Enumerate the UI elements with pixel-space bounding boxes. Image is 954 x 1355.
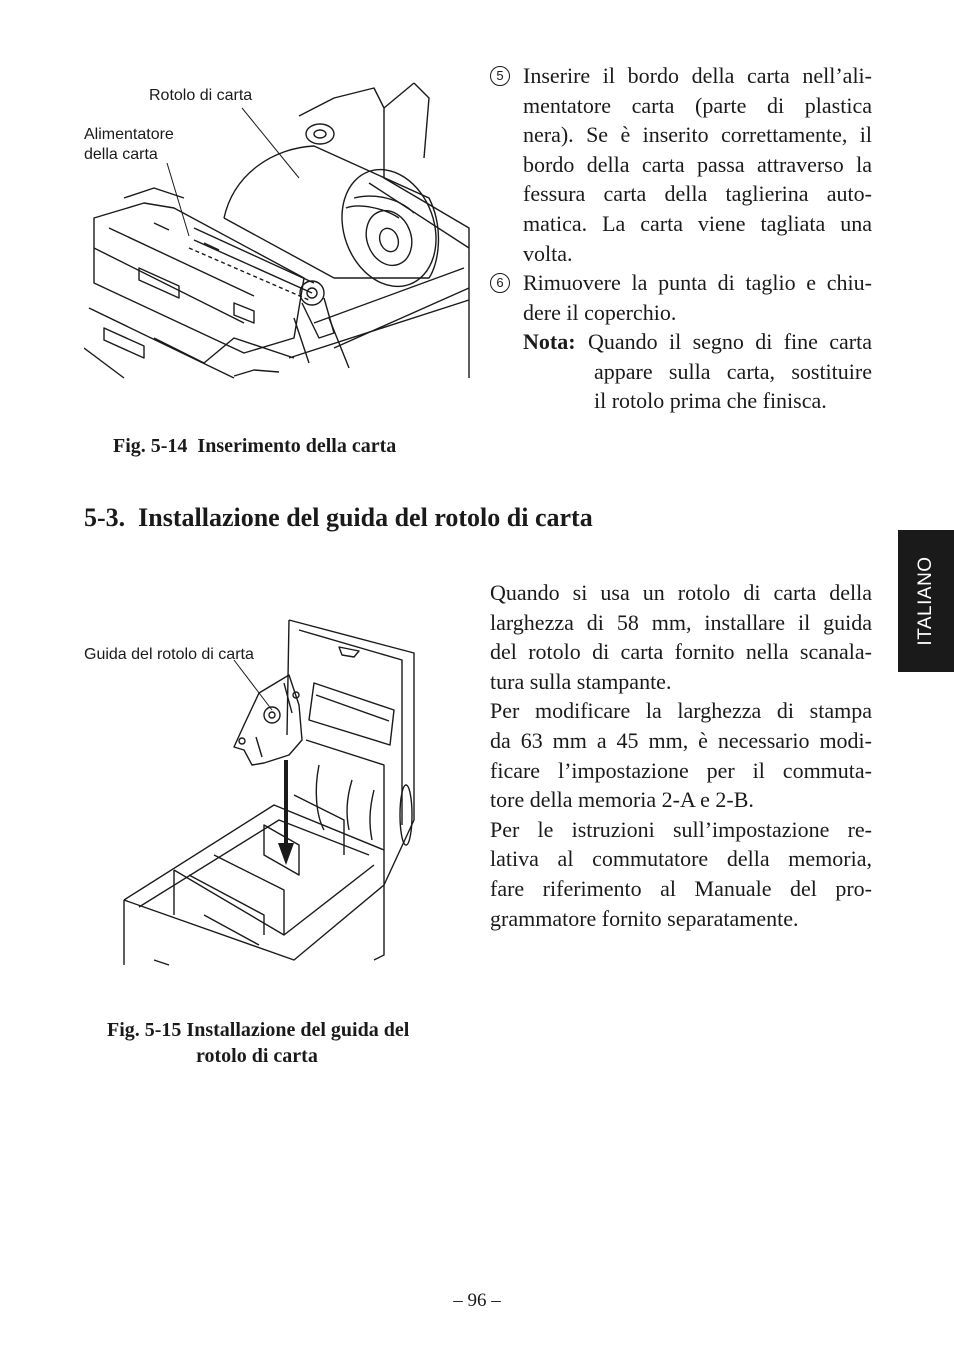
step-6-note-first-line	[523, 327, 872, 357]
figure-5-15-caption	[107, 1017, 409, 1069]
paragraph-line: del rotolo di carta fornito nella scanala-	[490, 639, 872, 665]
step-5-line: mentatore carta (parte di plastica	[523, 92, 872, 118]
paper-roll-guide-illustration	[84, 615, 424, 970]
paragraph-line: fare riferimento al Manuale del pro-	[490, 875, 872, 901]
paragraph-line: Per modificare la larghezza di stampa	[490, 698, 872, 724]
paragraph-line: lativa al commutatore della memoria,	[490, 846, 872, 872]
figure-5-15	[84, 615, 424, 970]
paragraph-line: tura sulla stampante.	[490, 668, 672, 694]
paper-roll-guide-label: Guida del rotolo di carta	[84, 646, 254, 663]
language-side-tab	[898, 530, 954, 672]
paragraph-line: ficare l’impostazione per il commuta-	[490, 757, 872, 783]
body-paragraphs	[490, 578, 872, 933]
section-heading: 5-3. Installazione del guida del rotolo di carta	[84, 503, 593, 532]
paragraph-line: larghezza di 58 mm, installare il guida	[490, 609, 872, 635]
step-5-line: Inserire il bordo della carta nell’ali-	[523, 63, 872, 88]
language-label: ITALIANO	[915, 556, 936, 646]
paragraph-line: tore della memoria 2-A e 2-B.	[490, 787, 754, 813]
note-label: Nota:	[523, 329, 576, 355]
paper-feeder-label-line1: Alimentatore	[84, 126, 174, 143]
step-6-line: dere il coperchio.	[523, 299, 677, 325]
caption-line: rotolo di carta	[196, 1045, 318, 1067]
step-5-number: 5	[490, 66, 510, 86]
paper-roll-label: Rotolo di carta	[149, 87, 253, 104]
step-6-text	[523, 268, 872, 416]
step-5-line: nera). Se è inserito correttamente, il	[523, 122, 872, 148]
step-5-line: matica. La carta viene tagliata una	[523, 210, 872, 236]
step-5-line: volta.	[523, 240, 573, 266]
paper-feeder-label-line2: della carta	[84, 146, 158, 163]
step-5-line: bordo della carta passa attraverso la	[523, 151, 872, 177]
page-number: – 96 –	[453, 1290, 501, 1311]
step-5-line: fessura carta della taglierina auto-	[523, 181, 872, 207]
note-line: Quando il segno di fine carta	[588, 329, 872, 355]
printer-paper-roll-illustration	[84, 78, 474, 383]
caption-line: Fig. 5-15 Installazione del guida del	[107, 1019, 410, 1041]
paragraph-line: Per le istruzioni sull’impostazione re-	[490, 816, 872, 842]
figure-5-14-caption: Fig. 5-14 Inserimento della carta	[113, 435, 397, 457]
paragraph-line: grammatore fornito separatamente.	[490, 905, 799, 931]
step-6-number: 6	[490, 273, 510, 293]
note-line: il rotolo prima che finisca.	[594, 388, 827, 414]
step-6-line: Rimuovere la punta di taglio e chiu-	[523, 270, 872, 295]
paragraph-line: Quando si usa un rotolo di carta della	[490, 580, 872, 605]
figure-5-14	[84, 78, 474, 383]
step-5-text	[523, 61, 872, 268]
note-line: appare sulla carta, sostituire	[594, 358, 872, 384]
paragraph-line: da 63 mm a 45 mm, è necessario modi-	[490, 727, 872, 753]
